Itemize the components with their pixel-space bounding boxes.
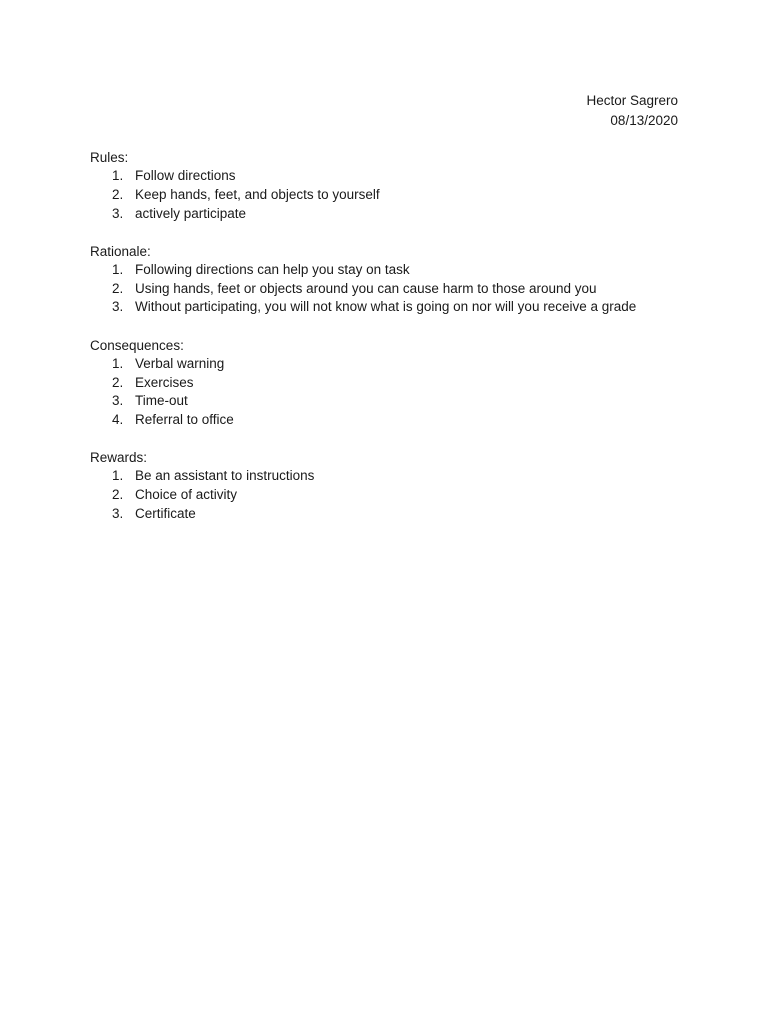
section-title: Rationale: bbox=[90, 243, 151, 259]
list-text: Certificate bbox=[135, 506, 196, 522]
list-item bbox=[90, 298, 690, 317]
list-number: 1. bbox=[112, 168, 124, 183]
document-header bbox=[586, 91, 678, 130]
list-number: 3. bbox=[112, 205, 124, 221]
list-text: Verbal warning bbox=[135, 355, 225, 371]
list-text: Without participating, you will not know what is going on nor will you receive a grade bbox=[135, 299, 637, 315]
list-item bbox=[90, 205, 690, 224]
rationale-list bbox=[90, 261, 690, 317]
section-rewards bbox=[90, 448, 690, 523]
section-rules bbox=[90, 148, 690, 223]
list-number: 1. bbox=[112, 355, 124, 371]
rules-list bbox=[90, 167, 690, 223]
list-item bbox=[90, 505, 690, 524]
list-number: 3. bbox=[112, 299, 124, 315]
list-text: Referral to office bbox=[135, 412, 234, 428]
section-consequences bbox=[90, 336, 690, 430]
document-date: 08/13/2020 bbox=[610, 112, 678, 128]
list-item bbox=[90, 486, 690, 505]
list-number: 3. bbox=[112, 393, 124, 409]
consequences-list bbox=[90, 355, 690, 430]
section-title: Rules: bbox=[90, 150, 129, 165]
list-item bbox=[90, 280, 690, 299]
list-text: Keep hands, feet, and objects to yourself bbox=[135, 186, 380, 202]
list-text: Choice of activity bbox=[135, 487, 238, 503]
list-number: 2. bbox=[112, 280, 124, 296]
list-number: 2. bbox=[112, 487, 124, 503]
list-text: actively participate bbox=[135, 205, 247, 221]
list-item bbox=[90, 261, 690, 280]
list-item bbox=[90, 186, 690, 205]
list-text: Follow directions bbox=[135, 168, 236, 183]
list-item bbox=[90, 392, 690, 411]
list-text: Following directions can help you stay on task bbox=[135, 261, 410, 277]
section-title: Rewards: bbox=[90, 450, 148, 466]
list-text: Time-out bbox=[135, 393, 188, 409]
author-name: Hector Sagrero bbox=[586, 93, 678, 108]
list-item bbox=[90, 167, 690, 186]
list-item bbox=[90, 411, 690, 430]
list-number: 2. bbox=[112, 374, 124, 390]
section-rationale bbox=[90, 242, 690, 317]
list-number: 2. bbox=[112, 186, 124, 202]
document-body bbox=[90, 148, 690, 542]
list-text: Be an assistant to instructions bbox=[135, 468, 315, 484]
rewards-list bbox=[90, 467, 690, 523]
section-title: Consequences: bbox=[90, 337, 184, 353]
list-number: 1. bbox=[112, 261, 124, 277]
list-number: 4. bbox=[112, 412, 124, 428]
list-item bbox=[90, 467, 690, 486]
list-text: Using hands, feet or objects around you can cause harm to those around you bbox=[135, 280, 597, 296]
list-number: 1. bbox=[112, 468, 124, 484]
list-text: Exercises bbox=[135, 374, 194, 390]
list-number: 3. bbox=[112, 506, 124, 522]
list-item bbox=[90, 374, 690, 393]
list-item bbox=[90, 355, 690, 374]
